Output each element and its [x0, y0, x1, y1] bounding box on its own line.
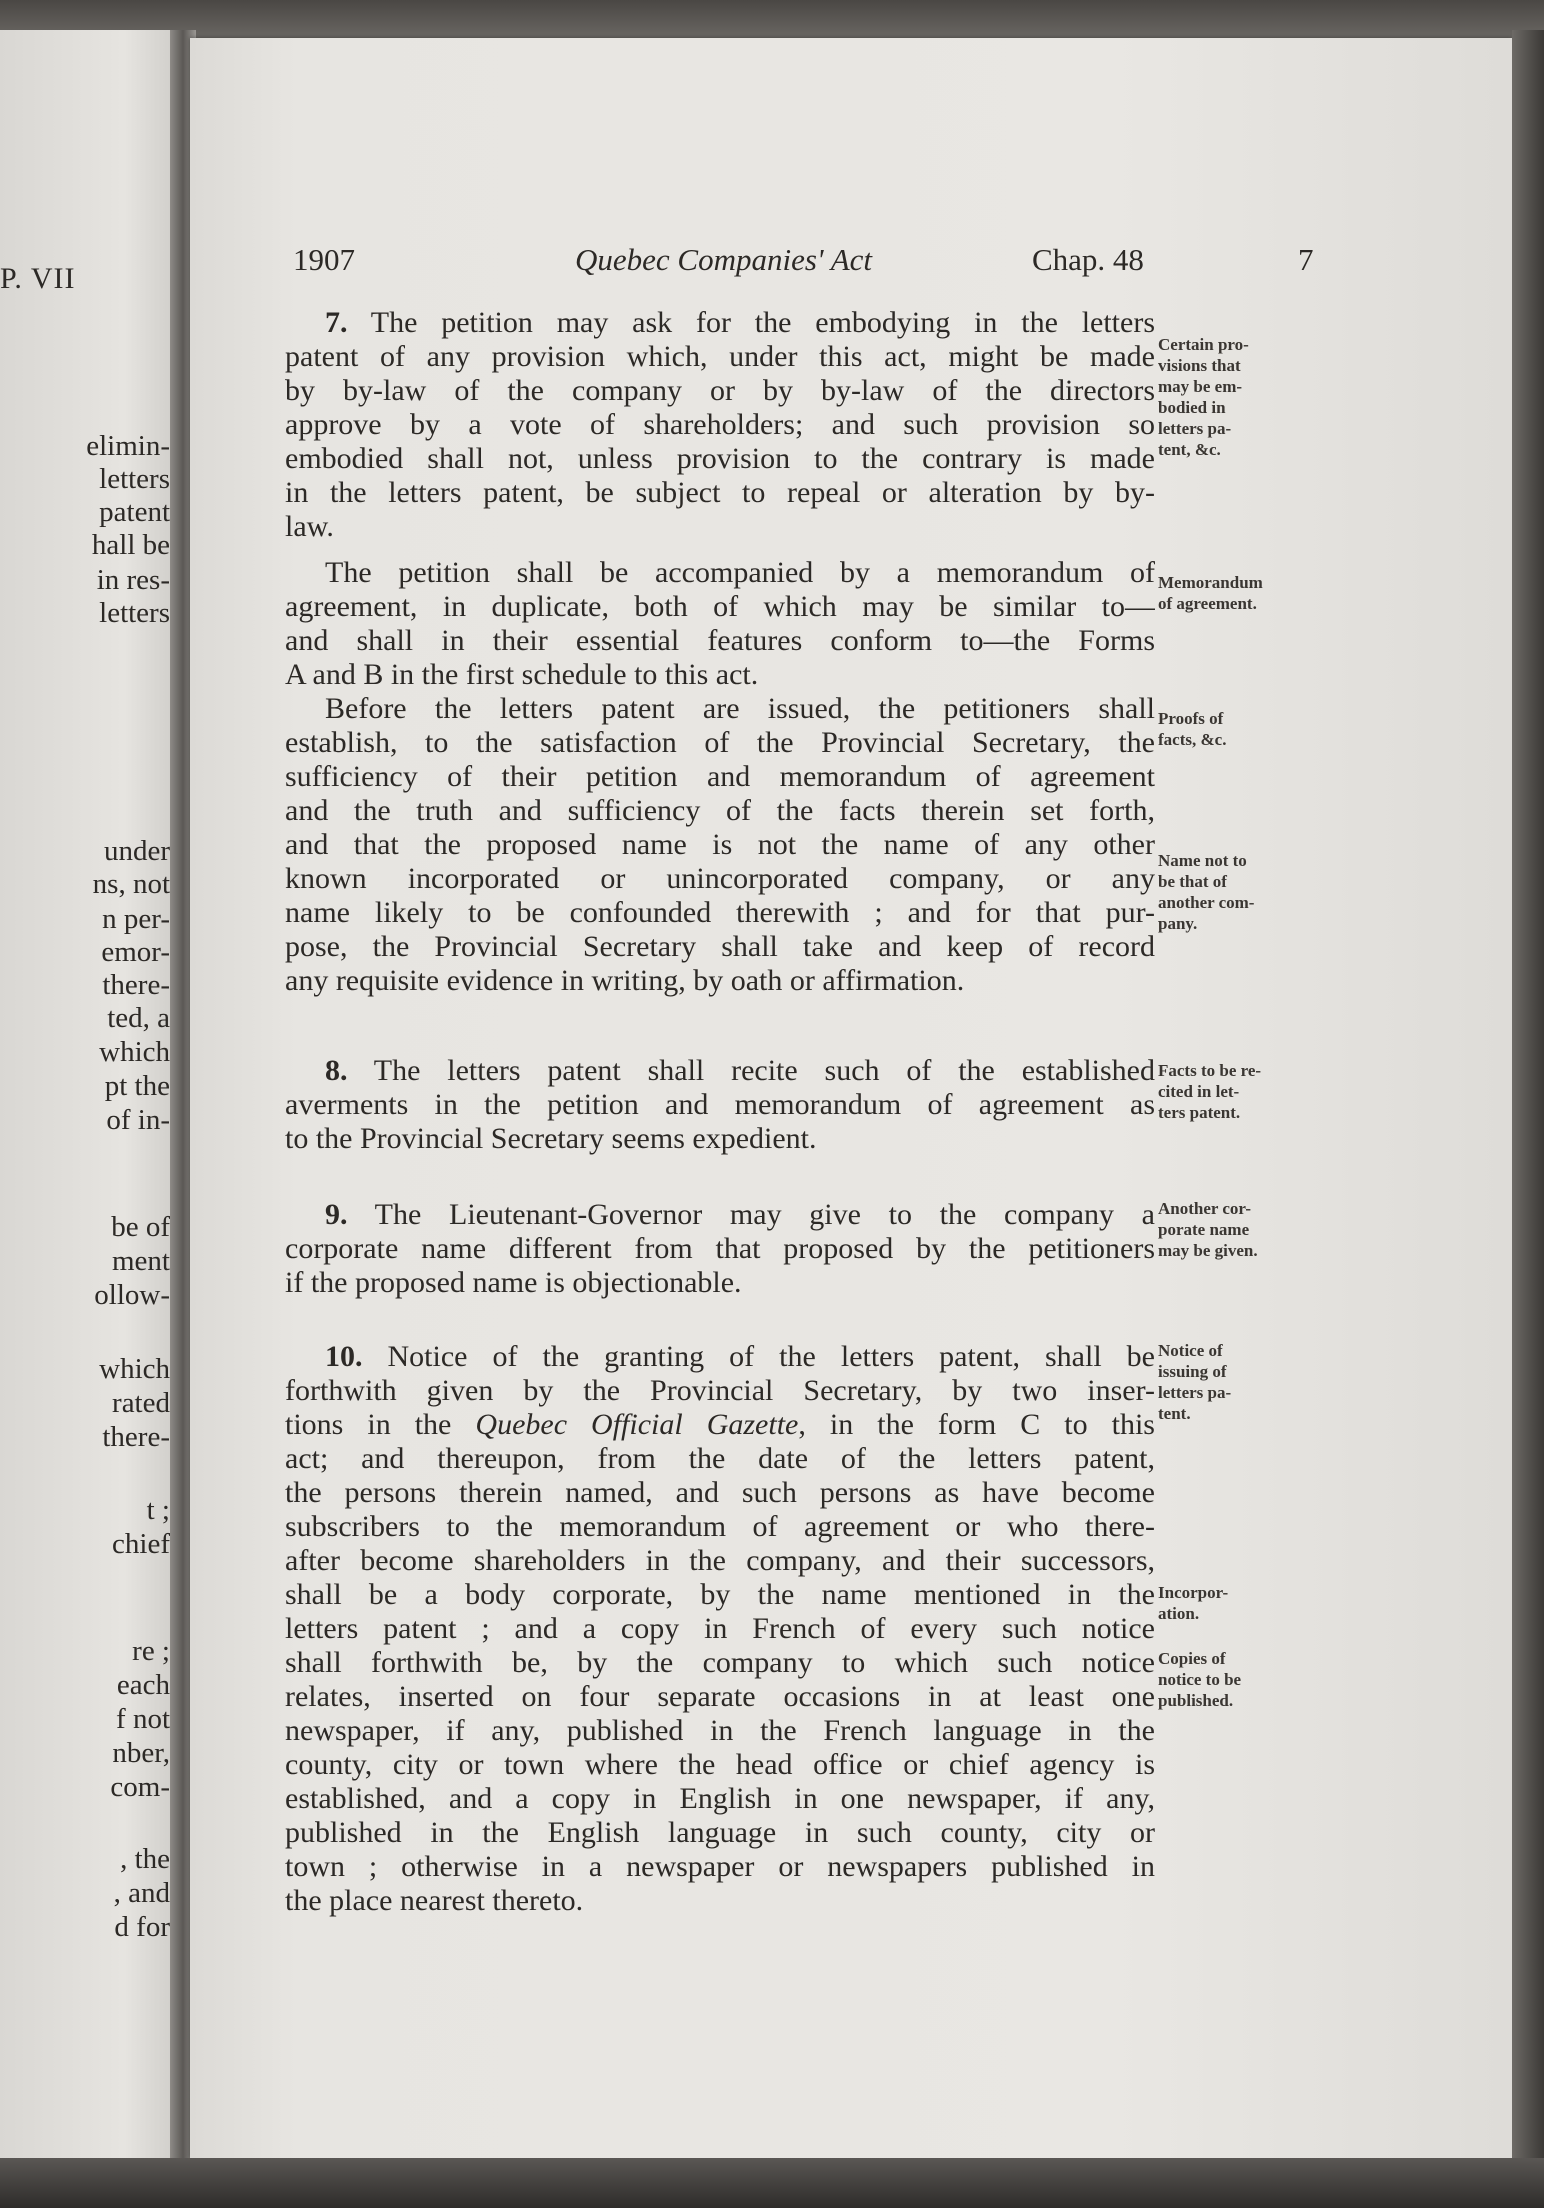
side-note-line: bodied in — [1158, 398, 1226, 417]
text-line: the persons therein named, and such persons as have become — [285, 1476, 1155, 1509]
text-line: town ; otherwise in a newspaper or newspapers published in — [285, 1850, 1155, 1883]
text-line: established, and a copy in English in one newspaper, if any, — [285, 1782, 1155, 1815]
text-line: by by-law of the company or by by-law of the directors — [285, 374, 1155, 407]
text-line: relates, inserted on four separate occasions in at least one — [285, 1680, 1155, 1713]
facing-page-fragment: rated — [112, 1387, 170, 1419]
text-line: known incorporated or unincorporated company, or any — [285, 862, 1155, 895]
side-note-line: Copies of — [1158, 1649, 1226, 1668]
facing-page-fragment: t ; — [146, 1494, 170, 1526]
text-line: in the letters patent, be subject to repeal or alteration by by- — [285, 476, 1155, 509]
text-line: letters patent ; and a copy in French of every such notice — [285, 1612, 1155, 1645]
side-note-line: Certain pro- — [1158, 335, 1249, 354]
side-note-line: ters patent. — [1158, 1103, 1241, 1122]
side-note — [1158, 850, 1254, 934]
side-note — [1158, 1060, 1261, 1123]
text-line: law. — [285, 510, 334, 543]
side-note-line: ation. — [1158, 1604, 1200, 1623]
side-note — [1158, 1198, 1258, 1261]
text-line: name likely to be confounded therewith ; and for that pur- — [285, 896, 1155, 929]
page-number: 7 — [1298, 242, 1314, 277]
side-note — [1158, 1648, 1241, 1711]
side-note-line: letters pa- — [1158, 419, 1232, 438]
facing-page-fragment: in res- — [96, 564, 170, 596]
text-line: The petition shall be accompanied by a memorandum of — [325, 556, 1155, 589]
text-line: and shall in their essential features conform to—the Forms — [285, 624, 1155, 657]
text-line: county, city or town where the head office or chief agency is — [285, 1748, 1155, 1781]
text-line: approve by a vote of shareholders; and such provision so — [285, 408, 1155, 441]
scan-top-edge — [0, 0, 1544, 40]
side-note-line: letters pa- — [1158, 1383, 1232, 1402]
facing-page-fragment: re ; — [132, 1635, 170, 1667]
facing-page-header: P. VII — [0, 262, 76, 295]
section-10-line-2: forthwith given by the Provincial Secretary, by two inser- — [285, 1374, 1155, 1407]
facing-page-fragment: emor- — [101, 936, 170, 968]
text-line: to the Provincial Secretary seems expedient. — [285, 1122, 817, 1155]
side-note-line: facts, &c. — [1158, 730, 1227, 749]
facing-page-fragment: of in- — [106, 1104, 170, 1136]
side-note-line: visions that — [1158, 356, 1241, 375]
text-line: and that the proposed name is not the name of any other — [285, 828, 1155, 861]
side-note-line: published. — [1158, 1691, 1234, 1710]
facing-page-fragment: ted, a — [107, 1002, 170, 1034]
facing-page-fragment: , and — [113, 1877, 170, 1909]
facing-page-fragment: f not — [116, 1703, 170, 1735]
text-line: if the proposed name is objectionable. — [285, 1266, 742, 1299]
header-title: Quebec Companies' Act — [575, 242, 873, 277]
side-note-line: tent, &c. — [1158, 440, 1221, 459]
section-10-first-line: 10. Notice of the granting of the letters patent, shall be — [325, 1340, 1155, 1373]
text-line: embodied shall not, unless provision to the contrary is made — [285, 442, 1155, 475]
facing-page-fragment: chief — [112, 1528, 170, 1560]
side-note-line: Incorpor- — [1158, 1583, 1229, 1602]
text-line: shall be a body corporate, by the name mentioned in the — [285, 1578, 1155, 1611]
facing-page-fragment: which — [99, 1036, 170, 1068]
facing-page-fragment: letters — [99, 597, 170, 629]
facing-page-fragment: there- — [102, 1421, 170, 1453]
section-8-first-line: 8. The letters patent shall recite such of the established — [325, 1054, 1155, 1087]
text-line: the place nearest thereto. — [285, 1884, 584, 1917]
text-line: averments in the petition and memorandum of agreement as — [285, 1088, 1155, 1121]
text-line: agreement, in duplicate, both of which may be similar to— — [285, 590, 1155, 623]
side-note-line: cited in let- — [1158, 1082, 1240, 1101]
text-line: patent of any provision which, under this act, might be made — [285, 340, 1155, 373]
facing-page-fragment: ollow- — [94, 1279, 170, 1311]
facing-page-fragment: letters — [99, 463, 170, 495]
side-note-line: tent. — [1158, 1404, 1191, 1423]
header-year: 1907 — [293, 242, 355, 277]
section-9-first-line: 9. The Lieutenant-Governor may give to the company a — [325, 1198, 1155, 1231]
side-note — [1158, 708, 1226, 750]
side-note-line: may be given. — [1158, 1241, 1258, 1260]
text-line: after become shareholders in the company, and their successors, — [285, 1544, 1155, 1577]
facing-page-fragment: which — [99, 1353, 170, 1385]
side-note-line: issuing of — [1158, 1362, 1227, 1381]
facing-page — [0, 30, 178, 2180]
facing-page-fragment: under — [103, 835, 170, 867]
side-note-line: be that of — [1158, 872, 1227, 891]
facing-page-fragment: , the — [120, 1843, 170, 1875]
text-line: establish, to the satisfaction of the Provincial Secretary, the — [285, 726, 1155, 759]
facing-page-fragment: d for — [114, 1911, 170, 1943]
facing-page-fragment: each — [116, 1669, 170, 1701]
text-line: sufficiency of their petition and memorandum of agreement — [285, 760, 1155, 793]
side-note — [1158, 1340, 1231, 1424]
facing-page-fragment: be of — [111, 1211, 170, 1243]
side-note-line: notice to be — [1158, 1670, 1242, 1689]
text-line: pose, the Provincial Secretary shall take and keep of record — [285, 930, 1155, 963]
facing-page-fragment: ment — [112, 1245, 170, 1277]
side-note-line: Memorandum — [1158, 573, 1263, 592]
section-7-first-line: 7. The petition may ask for the embodying in the letters — [325, 306, 1155, 339]
facing-page-fragment: elimin- — [86, 430, 170, 462]
facing-page-fragment: n per- — [102, 903, 170, 935]
side-note-line: another com- — [1158, 893, 1255, 912]
text-line: act; and thereupon, from the date of the letters patent, — [285, 1442, 1155, 1475]
text-line: A and B in the first schedule to this act. — [285, 658, 759, 691]
side-note-line: pany. — [1158, 914, 1198, 933]
side-note-line: Notice of — [1158, 1341, 1223, 1360]
text-line: subscribers to the memorandum of agreement or who there- — [285, 1510, 1155, 1543]
side-note-line: of agreement. — [1158, 594, 1257, 613]
facing-page-fragment: patent — [99, 496, 170, 528]
text-line: shall forthwith be, by the company to which such notice — [285, 1646, 1155, 1679]
side-note-line: porate name — [1158, 1220, 1250, 1239]
side-note-line: may be em- — [1158, 377, 1243, 396]
section-10-line-3: tions in the Quebec Official Gazette, in the form C to this — [285, 1408, 1155, 1441]
facing-page-fragment: com- — [110, 1771, 170, 1803]
text-line: published in the English language in such county, city or — [285, 1816, 1155, 1849]
side-note — [1158, 334, 1249, 460]
text-line: newspaper, if any, published in the French language in the — [285, 1714, 1155, 1747]
text-line: Before the letters patent are issued, the petitioners shall — [325, 692, 1155, 725]
facing-page-fragment: pt the — [104, 1070, 170, 1102]
text-line: and the truth and sufficiency of the facts therein set forth, — [285, 794, 1155, 827]
text-line: any requisite evidence in writing, by oath or affirmation. — [285, 964, 965, 997]
side-note — [1158, 572, 1263, 614]
facing-page-fragment: there- — [102, 969, 170, 1001]
side-note-line: Name not to — [1158, 851, 1247, 870]
side-note — [1158, 1582, 1228, 1624]
facing-page-fragment: hall be — [91, 529, 170, 561]
side-note-line: Proofs of — [1158, 709, 1224, 728]
header-chapter: Chap. 48 — [1032, 242, 1144, 277]
scan-bottom-edge — [0, 2158, 1544, 2208]
facing-page-fragment: nber, — [112, 1737, 170, 1769]
text-line: corporate name different from that proposed by the petitioners — [285, 1232, 1155, 1265]
scan-right-edge — [1512, 30, 1544, 2208]
side-note-line: Facts to be re- — [1158, 1061, 1262, 1080]
facing-page-fragment: ns, not — [92, 868, 170, 900]
side-note-line: Another cor- — [1158, 1199, 1252, 1218]
